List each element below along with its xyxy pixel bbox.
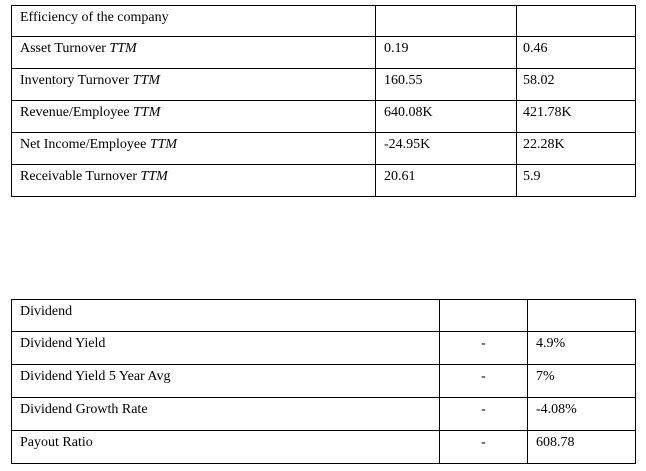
label-text: Asset Turnover — [20, 41, 106, 56]
value-cell: 160.55 — [376, 69, 517, 101]
ttm-suffix: TTM — [109, 41, 137, 56]
value-cell: 5.9 — [517, 165, 636, 197]
value-cell: 7% — [528, 365, 636, 398]
row-label: Dividend Yield 5 Year Avg — [12, 365, 440, 398]
empty-cell — [517, 6, 636, 37]
row-label: Payout Ratio — [12, 431, 440, 464]
value-cell: - — [440, 431, 528, 464]
table-row — [12, 398, 636, 431]
empty-cell — [440, 300, 528, 332]
table-header-row — [12, 300, 636, 332]
value-cell: 4.9% — [528, 332, 636, 365]
table-title: Dividend — [12, 300, 440, 332]
value-cell: - — [440, 365, 528, 398]
table-row — [12, 133, 636, 165]
value-cell: - — [440, 332, 528, 365]
ttm-suffix: TTM — [133, 105, 161, 120]
table-title: Efficiency of the company — [12, 6, 376, 37]
label-text: Net Income/Employee — [20, 137, 147, 152]
row-label — [12, 101, 376, 133]
row-label — [12, 69, 376, 101]
row-label — [12, 165, 376, 197]
label-text: Revenue/Employee — [20, 105, 130, 120]
table-row — [12, 332, 636, 365]
value-cell: -4.08% — [528, 398, 636, 431]
value-cell: 0.46 — [517, 37, 636, 69]
ttm-suffix: TTM — [149, 137, 178, 152]
row-label: Dividend Yield — [12, 332, 440, 365]
value-cell: 22.28K — [517, 133, 636, 165]
table-row — [12, 101, 636, 133]
table-row — [12, 165, 636, 197]
empty-cell — [376, 6, 517, 37]
empty-cell — [528, 300, 636, 332]
value-cell: - — [440, 398, 528, 431]
dividend-table — [11, 299, 636, 464]
value-cell: 608.78 — [528, 431, 636, 464]
table-row — [12, 37, 636, 69]
label-text: Receivable Turnover — [20, 169, 138, 184]
efficiency-table — [11, 5, 636, 197]
value-cell: 640.08K — [376, 101, 517, 133]
table-row — [12, 365, 636, 398]
value-cell: 0.19 — [376, 37, 517, 69]
table-row — [12, 431, 636, 464]
value-cell: 58.02 — [517, 69, 636, 101]
ttm-suffix: TTM — [140, 169, 168, 184]
value-cell: 421.78K — [517, 101, 636, 133]
table-row — [12, 69, 636, 101]
row-label — [12, 37, 376, 69]
ttm-suffix: TTM — [132, 73, 161, 88]
value-cell: -24.95K — [376, 133, 517, 165]
table-header-row — [12, 6, 636, 37]
label-text: Inventory Turnover — [20, 73, 130, 88]
row-label: Dividend Growth Rate — [12, 398, 440, 431]
value-cell: 20.61 — [376, 165, 517, 197]
row-label — [12, 133, 376, 165]
